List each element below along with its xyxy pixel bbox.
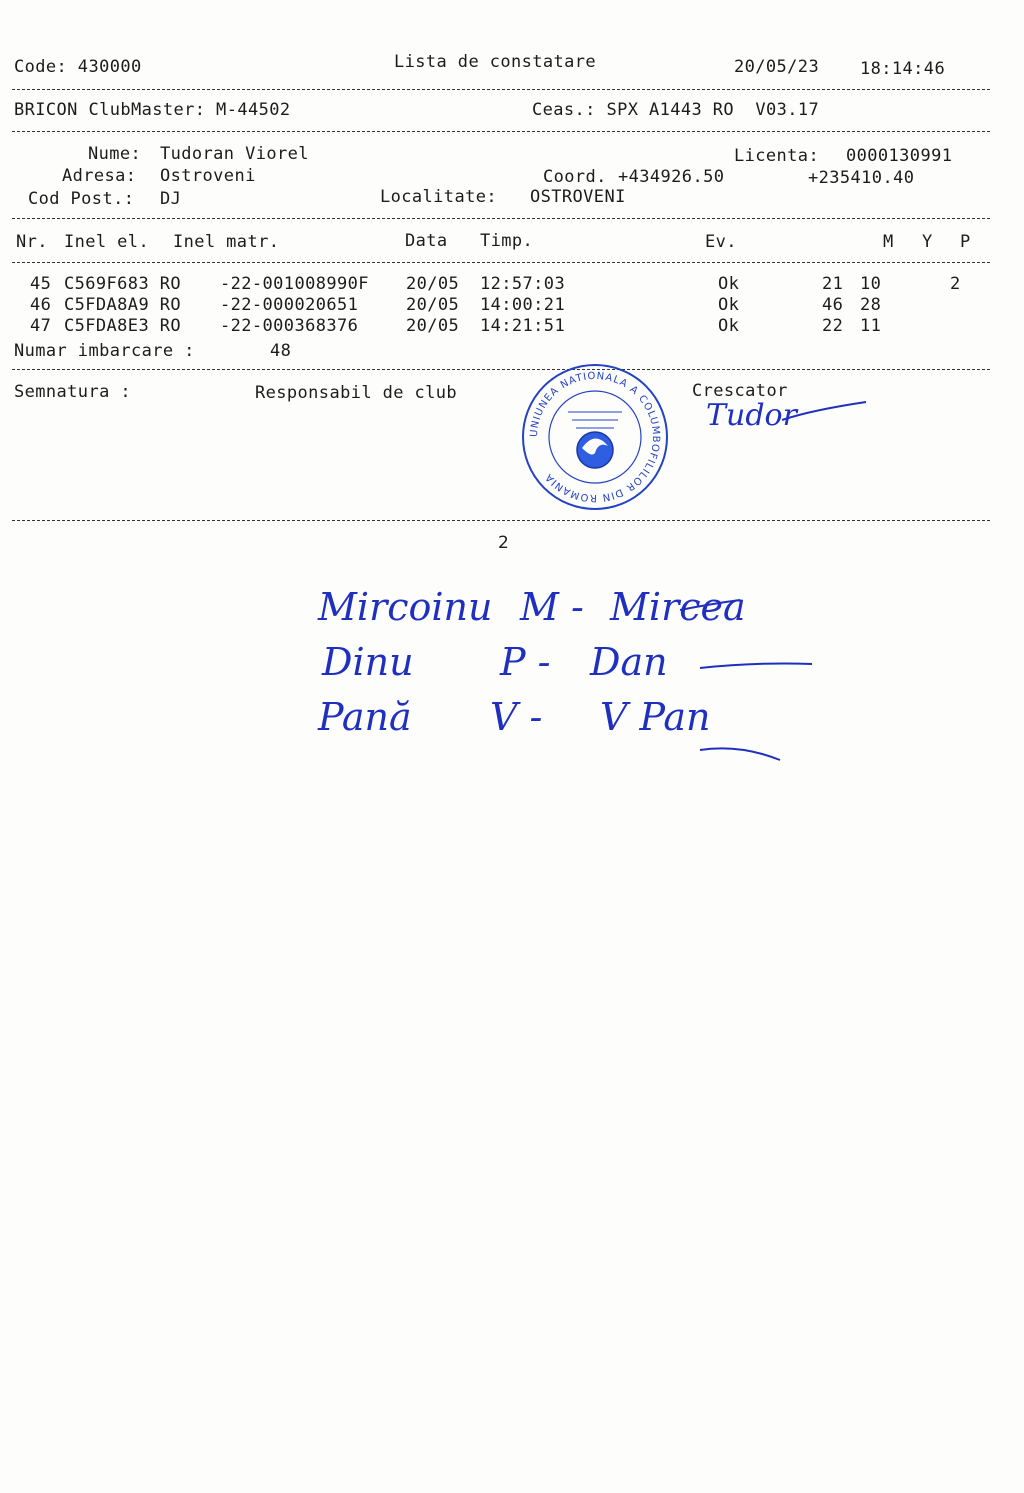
license-number: 0000130991 bbox=[846, 146, 953, 166]
row-ring-matr: -22-001008990F bbox=[220, 274, 369, 294]
breeder-signature: Tudor bbox=[706, 398, 797, 433]
owner-address: Ostroveni bbox=[160, 166, 256, 186]
signature-stroke bbox=[780, 398, 870, 428]
locality-value: OSTROVENI bbox=[530, 187, 626, 207]
row-ring-matr: -22-000020651 bbox=[220, 295, 359, 315]
row-ev: Ok bbox=[718, 316, 740, 336]
divider bbox=[12, 369, 990, 370]
divider bbox=[12, 262, 990, 263]
club-stamp bbox=[520, 362, 670, 512]
row-ring-el: C5FDA8A9 RO bbox=[64, 295, 181, 315]
row-date: 20/05 bbox=[406, 316, 460, 336]
name-label: Nume: bbox=[88, 144, 142, 164]
clubmaster-id: BRICON ClubMaster: M-44502 bbox=[14, 100, 291, 120]
witness-name: Pană bbox=[318, 695, 412, 739]
owner-name: Tudoran Viorel bbox=[160, 144, 309, 164]
postal-label: Cod Post.: bbox=[28, 189, 135, 209]
postal-code: DJ bbox=[160, 189, 182, 209]
col-header-ring-matr: Inel matr. bbox=[173, 232, 280, 252]
row-y: 28 bbox=[860, 295, 882, 315]
row-ring-matr: -22-000368376 bbox=[220, 316, 359, 336]
address-label: Adresa: bbox=[62, 166, 137, 186]
divider bbox=[12, 218, 990, 219]
stamp-text: UNIUNEA NATIONALA A COLUMBOFILILOR DIN ROMANIA bbox=[528, 370, 662, 504]
divider bbox=[12, 131, 990, 132]
witness-initial: P - bbox=[500, 640, 551, 684]
row-time: 14:00:21 bbox=[480, 295, 566, 315]
license-label: Licenta: bbox=[734, 146, 820, 166]
print-date: 20/05/23 bbox=[734, 57, 820, 77]
breeder-label: Crescator bbox=[692, 381, 788, 401]
row-y: 10 bbox=[860, 274, 882, 294]
witness-name: Dinu bbox=[322, 640, 414, 684]
col-header-m: M bbox=[883, 232, 894, 252]
locality-label: Localitate: bbox=[380, 187, 497, 207]
row-y: 11 bbox=[860, 316, 882, 336]
col-header-ev: Ev. bbox=[705, 232, 737, 252]
row-time: 14:21:51 bbox=[480, 316, 566, 336]
col-header-p: P bbox=[960, 232, 971, 252]
row-ev: Ok bbox=[718, 274, 740, 294]
row-m: 46 bbox=[822, 295, 844, 315]
divider bbox=[12, 520, 990, 521]
col-header-nr: Nr. bbox=[16, 232, 48, 252]
row-time: 12:57:03 bbox=[480, 274, 566, 294]
boarding-value: 48 bbox=[270, 341, 292, 361]
witness-name: Mircoinu bbox=[318, 585, 493, 629]
witness-initial: M - bbox=[520, 585, 584, 629]
row-date: 20/05 bbox=[406, 274, 460, 294]
row-nr: 47 bbox=[30, 316, 52, 336]
witness-signature: Mircea bbox=[610, 585, 746, 629]
boarding-label: Numar imbarcare : bbox=[14, 341, 195, 361]
col-header-y: Y bbox=[922, 232, 933, 252]
row-p: 2 bbox=[950, 274, 961, 294]
col-header-ring-el: Inel el. bbox=[64, 232, 150, 252]
document-title: Lista de constatare bbox=[394, 52, 597, 72]
row-m: 22 bbox=[822, 316, 844, 336]
row-ring-el: C5FDA8E3 RO bbox=[64, 316, 181, 336]
print-time: 18:14:46 bbox=[860, 59, 946, 79]
row-date: 20/05 bbox=[406, 295, 460, 315]
row-nr: 45 bbox=[30, 274, 52, 294]
coord-longitude: +235410.40 bbox=[808, 168, 915, 188]
row-ring-el: C569F683 RO bbox=[64, 274, 181, 294]
col-header-date: Data bbox=[405, 231, 448, 251]
witness-signature: Dan bbox=[590, 640, 668, 684]
witness-signature: V Pan bbox=[600, 695, 711, 739]
witness-initial: V - bbox=[490, 695, 543, 739]
col-header-time: Timp. bbox=[480, 231, 534, 251]
clock-id: Ceas.: SPX A1443 RO V03.17 bbox=[532, 100, 820, 120]
coord-label: Coord. bbox=[543, 167, 607, 187]
signature-label: Semnatura : bbox=[14, 382, 131, 402]
club-responsible-label: Responsabil de club bbox=[255, 383, 458, 403]
row-m: 21 bbox=[822, 274, 844, 294]
page-number: 2 bbox=[498, 533, 510, 553]
row-nr: 46 bbox=[30, 295, 52, 315]
code-label: Code: 430000 bbox=[14, 57, 142, 77]
coord-latitude: +434926.50 bbox=[618, 167, 725, 187]
pigeon-emblem-icon bbox=[577, 432, 613, 468]
divider bbox=[12, 89, 990, 90]
row-ev: Ok bbox=[718, 295, 740, 315]
